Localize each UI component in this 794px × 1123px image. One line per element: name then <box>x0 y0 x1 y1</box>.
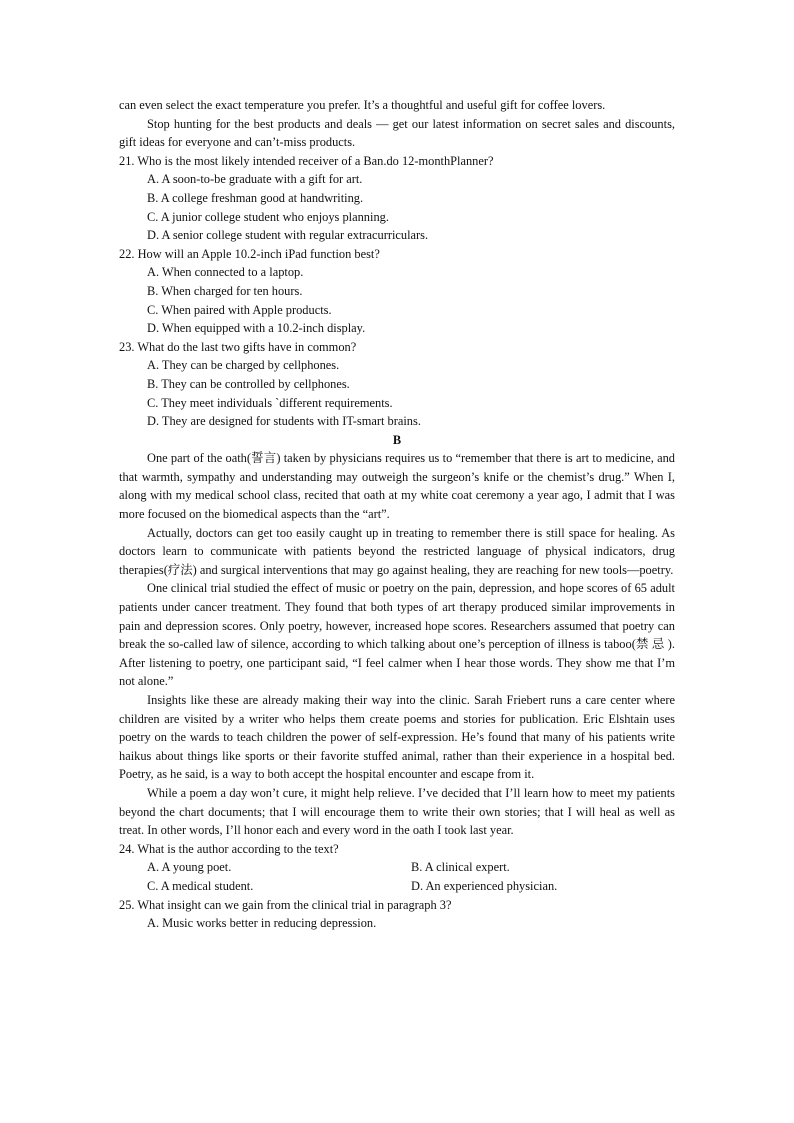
question-22-option-b: B. When charged for ten hours. <box>147 283 303 298</box>
intro-paragraph: Stop hunting for the best products and deals — get our latest information on secret sales and discounts, gift ideas for everyone and can’t-miss products. <box>119 116 675 150</box>
question-22-option-d: D. When equipped with a 10.2-inch display. <box>147 321 366 336</box>
question-23-option-c: C. They meet individuals `different requirements. <box>147 395 393 410</box>
question-24-options-row-2 <box>119 877 675 896</box>
document-body <box>119 96 675 933</box>
question-24-option-b: B. A clinical expert. <box>411 860 510 875</box>
section-heading-b: B <box>392 432 402 447</box>
passage-b-paragraph-5: While a poem a day won’t cure, it might help relieve. I’ve decided that I’ll learn how to meet my patients beyond the chart documents; that I will encourage them to write their own stories; that I will heal as well as treat. In other words, I’ll honor each and every word in the oath I took last year. <box>119 785 675 838</box>
question-24-option-c: C. A medical student. <box>147 878 254 893</box>
question-24: 24. What is the author according to the text? <box>119 841 339 856</box>
question-24-option-a: A. A young poet. <box>147 860 232 875</box>
question-23: 23. What do the last two gifts have in common? <box>119 339 357 354</box>
question-25-option-a: A. Music works better in reducing depression. <box>147 916 377 931</box>
question-21-option-c: C. A junior college student who enjoys planning. <box>147 209 389 224</box>
intro-line: can even select the exact temperature you prefer. It’s a thoughtful and useful gift for coffee lovers. <box>119 98 606 112</box>
question-23-option-d: D. They are designed for students with IT-smart brains. <box>147 414 421 429</box>
question-22-option-c: C. When paired with Apple products. <box>147 302 332 317</box>
passage-b-paragraph-2: Actually, doctors can get too easily caught up in treating to remember there is still space for healing. As doctors learn to communicate with patients beyond the restricted language of physical indicators, drug therapies(疗法) and surgical interventions that may go against healing, they are reaching for new tools—poetry. <box>119 525 675 577</box>
question-21-option-d: D. A senior college student with regular extracurriculars. <box>147 228 429 243</box>
passage-b-paragraph-1: One part of the oath(誓言) taken by physicians requires us to “remember that there is art to medicine, and that warmth, sympathy and understanding may outweigh the surgeon’s knife or the chemist’s drug.” When I, along with my medical school class, recited that oath at my white coat ceremony a year ago, I admit that I was more focused on the biomedical aspects than the “art”. <box>119 451 675 522</box>
question-23-option-b: B. They can be controlled by cellphones. <box>147 376 350 391</box>
question-21-option-a: A. A soon-to-be graduate with a gift for art. <box>147 172 363 187</box>
passage-b-paragraph-3: One clinical trial studied the effect of music or poetry on the pain, depression, and hope scores of 65 adult patients under cancer treatment. They found that both types of art therapy produced similar improvements in pain and depression scores. Only poetry, however, increased hope scores. Researchers assumed that poetry can break the so-called law of silence, according to which talking about one’s perception of illness is taboo(禁 忌 ). After listening to poetry, one participant said, “I feel calmer when I hear those words. They show me that I’m not alone.” <box>119 581 675 689</box>
question-21-option-b: B. A college freshman good at handwriting. <box>147 190 364 205</box>
question-21: 21. Who is the most likely intended receiver of a Ban.do 12-monthPlanner? <box>119 153 494 168</box>
question-25: 25. What insight can we gain from the clinical trial in paragraph 3? <box>119 897 452 912</box>
question-24-options-row-1 <box>119 858 675 877</box>
question-22-option-a: A. When connected to a laptop. <box>147 265 304 280</box>
passage-b-paragraph-4: Insights like these are already making their way into the clinic. Sarah Friebert runs a care center where children are visited by a writer who helps them create poems and stories for publication. Eric Elshtain uses poetry on the wards to teach children the power of self-expression. He’s found that many of his patients write haikus about things like sports or their favorite stuffed animal, rather than their experience in a hospital bed. Poetry, as he said, is a way to both accept the hospital encounter and escape from it. <box>119 693 675 782</box>
question-22: 22. How will an Apple 10.2-inch iPad function best? <box>119 246 380 261</box>
question-24-option-d: D. An experienced physician. <box>411 878 558 893</box>
question-23-option-a: A. They can be charged by cellphones. <box>147 358 340 373</box>
